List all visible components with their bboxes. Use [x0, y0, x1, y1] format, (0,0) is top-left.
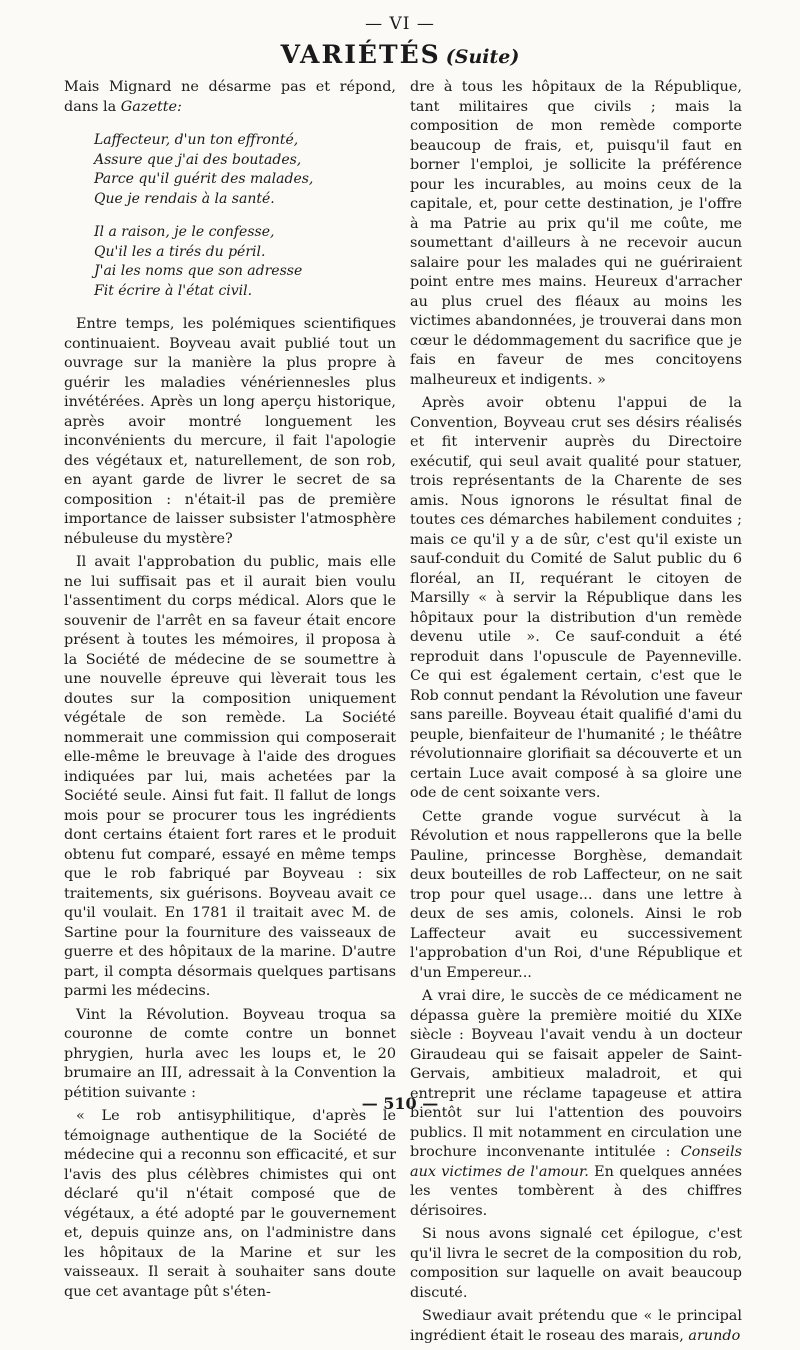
paragraph: Après avoir obtenu l'appui de la Convention, Boyveau crut ses désirs réalisés et fit intervenir auprès du Directoire exécutif, qui seul avait qualité pour statuer, trois représentants de la Charente de ses amis. Nous ignorons le résultat final de toutes ces démarches habilement conduites ; mais ce qu'il y a de sûr, c'est qu'il existe un sauf-conduit du Comité de Salut public du 6 floréal, an II, requérant le citoyen de Marsilly « à servir la République dans les hôpitaux pour la distribution d'un remède devenu utile ». Ce sauf-conduit a été reproduit dans l'opuscule de Payenneville. Ce qui est également certain, c'est que le Rob connut pendant la Révolution une faveur sans pareille. Boyveau était qualifié d'ami du peuple, bienfaiteur de l'humanité ; le théâtre révolutionnaire glorifiait sa découverte et un certain Luce avait composé à sa gloire une ode de cent soixante vers.	[410, 395, 742, 801]
paragraph: Entre temps, les polémiques scientifiques continuaient. Boyveau avait publié tout un ouvrage sur la manière la plus propre à guérir les maladies vénériennesles plus invétérées. Après un long aperçu historique, après avoir montré longuement les inconvénients du mercure, il fait l'apologie des végétaux et, naturellement, de son rob, en ayant garde de livrer le secret de sa composition : n'était-il pas de première importance de laisser subsister l'atmosphère nébuleuse du mystère?	[64, 316, 396, 547]
paragraph: A vrai dire, le succès de ce médicament ne dépassa guère la première moitié du XIXe siècle : Boyveau l'avait vendu à un docteur Giraudeau qui se faisait appeler de Saint-Gervais, ambitieux maladroit, et qui entreprit une réclame tapageuse et attira bientôt sur lui l'attention des pouvoirs publics. Il mit notamment en circulation une brochure inconvenante intitulée : Conseils aux victimes de l'amour. En quelques années les ventes tombèrent à des chiffres dérisoires.	[410, 988, 743, 1219]
poem-line: Que je rendais à la santé.	[94, 190, 275, 207]
poem-line: Qu'il les a tirés du péril.	[94, 243, 266, 260]
left-column	[64, 78, 396, 1306]
right-column	[410, 78, 742, 1350]
poem	[94, 131, 396, 301]
poem-line: Parce qu'il guérit des malades,	[94, 171, 314, 187]
paragraph: Vint la Révolution. Boyveau troqua sa couronne de comte contre un bonnet phrygien, hurla avec les loups et, le 20 brumaire an III, adressait à la Convention la pétition suivante :	[64, 1006, 396, 1101]
poem-stanza	[94, 223, 396, 301]
section-header	[0, 40, 800, 69]
poem-line: Fit écrire à l'état civil.	[94, 282, 253, 299]
paragraph: Swediaur avait prétendu que « le principal ingrédient était le roseau des marais, arundo	[410, 1308, 742, 1344]
paragraph: Si nous avons signalé cet épilogue, c'est qu'il livra le secret de la composition du rob, composition sur laquelle on avait beaucoup discuté.	[410, 1226, 742, 1301]
paragraph: Mais Mignard ne désarme pas et répond, dans la Gazette:	[64, 79, 396, 115]
page-number: — 510 —	[361, 1094, 439, 1113]
paragraph: « Le rob antisyphilitique, d'après le témoignage authentique de la Société de médecine qui a reconnu son efficacité, et sur l'avis des plus célèbres chimistes qui ont déclaré qu'il n'était composé que de végétaux, a été adopté par le gouvernement et, depuis quinze ans, on l'administre dans les hôpitaux de la Marine et sur les vaisseaux. Il serait à souhaiter sans doute que cet avantage pût s'éten-	[64, 1108, 396, 1300]
poem-line: Laffecteur, d'un ton effronté,	[94, 132, 299, 148]
poem-line: Assure que j'ai des boutades,	[94, 151, 302, 168]
paragraph: Cette grande vogue survécut à la Révolution et nous rappellerons que la belle Pauline, princesse Borghèse, demandait deux bouteilles de rob Laffecteur, on ne sait trop pour quel usage... dans une lettre à deux de ses amis, colonels. Ainsi le rob Laffecteur avait eu successivement l'approbation d'un Roi, d'une République et d'un Empereur...	[410, 808, 742, 981]
section-subtitle: (Suite)	[445, 46, 520, 68]
poem-stanza	[94, 131, 396, 209]
paragraph: dre à tous les hôpitaux de la République, tant militaires que civils ; mais la composition de mon remède comporte beaucoup de frais, et, puisqu'il faut en borner l'emploi, je sollicite la préférence pour les incurables, au moins ceux de la capitale, et, pour cette destination, je l'offre à ma Patrie au prix qu'il me coûte, me soumettant d'ailleurs à ne recevoir aucun salaire pour les malades qui ne guériraient point entre mes mains. Heureux d'arracher au plus cruel des fléaux au moins les victimes abandonnées, je trouverai dans mon cœur le dédommagement du sacrifice que je fais en faveur de mes concitoyens malheureux et indigents. »	[410, 79, 742, 388]
paragraph: Il avait l'approbation du public, mais elle ne lui suffisait pas et il aurait bien voulu l'assentiment du corps médical. Alors que le souvenir de l'arrêt en sa faveur était encore présent à toutes les mémoires, il proposa à la Société de médecine de se soumettre à une nouvelle épreuve qui lèverait tous les doutes sur la composition uniquement végétale de son remède. La Société nommerait une commission qui composerait elle-même le breuvage à l'aide des drogues indiquées par lui, mais achetées par la Société seule. Ainsi fut fait. Il fallut de longs mois pour se procurer tous les ingrédients dont certains étaient fort rares et le produit obtenu fut comparé, essayé en même temps que le rob fabriqué par Boyveau : six traitements, six guérisons. Boyveau avait ce qu'il voulait. En 1781 il traitait avec M. de Sartine pour la fourniture des vaisseaux de guerre et des hôpitaux de la marine. D'autre part, il compta désormais quelques partisans parmi les médecins.	[64, 554, 396, 999]
poem-line: Il a raison, je le confesse,	[94, 224, 275, 240]
section-title: VARIÉTÉS	[280, 40, 441, 69]
folio-header: — VI —	[365, 14, 435, 34]
poem-line: J'ai les noms que son adresse	[94, 263, 303, 279]
